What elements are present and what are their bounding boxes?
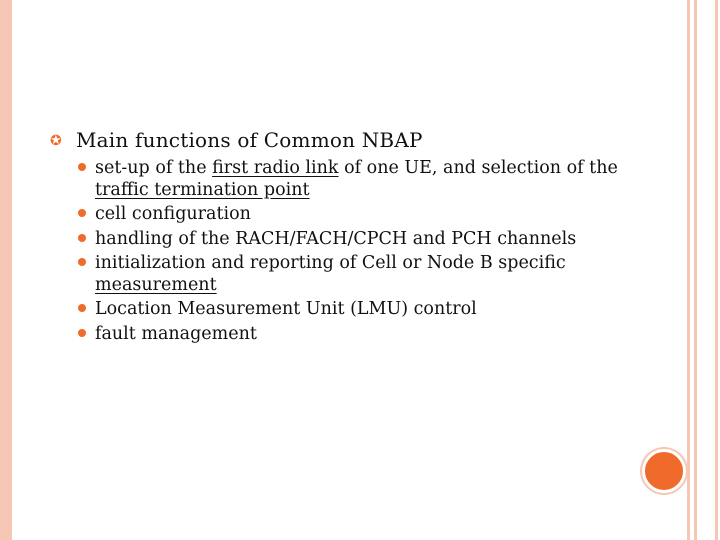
bullet-item (78, 158, 650, 201)
slide-content (50, 128, 650, 348)
bullet-text (95, 204, 251, 226)
bullet-item (78, 324, 650, 346)
text-run: Location Measurement Unit (LMU) control (95, 299, 477, 319)
bullet-item (78, 229, 650, 251)
bullet-item (78, 253, 650, 296)
dot-bullet-icon (78, 163, 95, 171)
bullet-text (95, 253, 650, 296)
bullet-text (95, 158, 650, 201)
frame-line (687, 0, 690, 540)
text-run: of one UE, and selection of the (338, 158, 618, 178)
right-decorative-frame (685, 0, 720, 540)
bullet-text (95, 229, 576, 251)
main-bullet-item (50, 128, 650, 152)
dot-bullet-icon (78, 258, 95, 266)
bullet-item (78, 204, 650, 226)
frame-line (694, 0, 697, 540)
bullet-item (78, 299, 650, 321)
bullet-text (95, 299, 477, 321)
text-run: set-up of the (95, 158, 213, 178)
text-run: handling of the RACH/FACH/CPCH and PCH channels (95, 228, 577, 249)
underlined-term: traffic termination point (95, 179, 310, 200)
frame-line (715, 0, 718, 540)
decorative-circle (642, 449, 686, 493)
underlined-term: first radio link (212, 158, 339, 178)
dot-bullet-icon (78, 234, 95, 242)
dot-bullet-icon (78, 329, 95, 337)
left-decorative-bar (0, 0, 12, 540)
slide-heading: Main functions of Common NBAP (76, 128, 423, 152)
underlined-term: measurement (95, 274, 217, 295)
sub-bullet-list (78, 158, 650, 345)
text-run: cell configuration (95, 204, 251, 224)
dot-bullet-icon (78, 209, 95, 217)
star-bullet-icon: ✪ (50, 133, 62, 149)
dot-bullet-icon (78, 304, 95, 312)
text-run: initialization and reporting of Cell or Node B specific (95, 253, 566, 273)
text-run: fault management (95, 323, 257, 344)
bullet-text (95, 324, 257, 346)
